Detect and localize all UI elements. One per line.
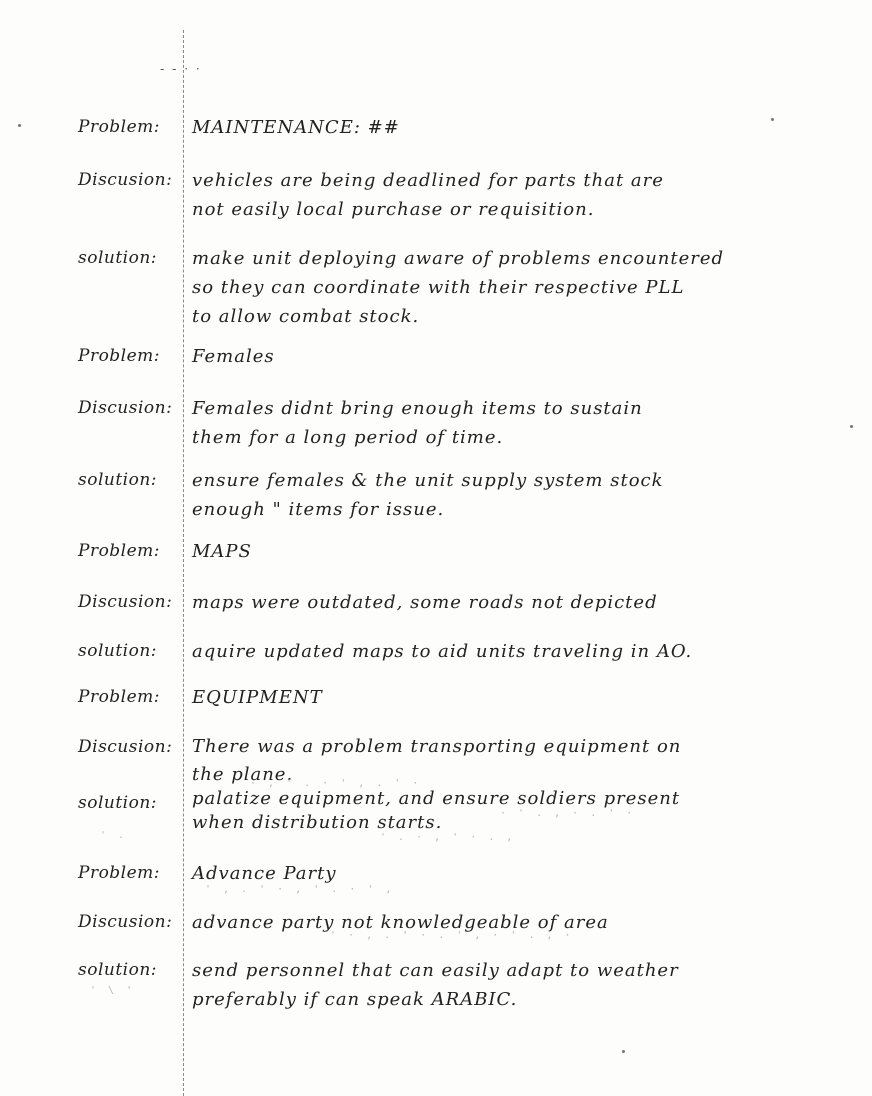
discussion-text — [192, 394, 832, 452]
scan-noise: · , ' . · ' , . ' · — [250, 778, 422, 789]
text-line: palatize equipment, and ensure soldiers present — [192, 788, 681, 809]
solution-text — [192, 637, 832, 666]
discussion-label: Discusion: — [78, 737, 173, 757]
text-line: them for a long period of time. — [192, 427, 504, 448]
problem-text — [192, 113, 832, 142]
solution-label: solution: — [78, 470, 158, 490]
problem-label: Problem: — [78, 541, 161, 561]
scan-noise: · ' . , · . ' · — [500, 808, 636, 819]
solution-label: solution: — [78, 793, 158, 813]
scan-dot — [850, 425, 853, 428]
solution-text — [192, 466, 832, 524]
text-line: MAINTENANCE: ## — [192, 117, 400, 138]
text-line: enough " items for issue. — [192, 499, 445, 520]
text-line: MAPS — [192, 541, 252, 562]
scan-noise: ' . — [100, 830, 128, 841]
solution-label: solution: — [78, 960, 158, 980]
text-line: Advance Party — [192, 863, 337, 884]
top-mark: - - · · — [160, 62, 202, 76]
solution-label: solution: — [78, 641, 158, 661]
discussion-text — [192, 588, 832, 617]
text-line: not easily local purchase or requisition. — [192, 199, 595, 220]
problem-text — [192, 537, 832, 566]
scan-dot — [771, 118, 774, 121]
scan-noise: ' . · , ' · . , — [380, 832, 516, 843]
discussion-label: Discusion: — [78, 912, 173, 932]
problem-label: Problem: — [78, 117, 161, 137]
text-line: so they can coordinate with their respective PLL — [192, 277, 685, 298]
discussion-text — [192, 166, 832, 224]
text-line: There was a problem transporting equipment on — [192, 736, 682, 757]
text-line: vehicles are being deadlined for parts that are — [192, 170, 664, 191]
discussion-label: Discusion: — [78, 170, 173, 190]
text-line: Females — [192, 346, 275, 367]
solution-text — [192, 244, 832, 331]
text-line: make unit deploying aware of problems encountered — [192, 248, 725, 269]
text-line: Females didnt bring enough items to sustain — [192, 398, 643, 419]
problem-label: Problem: — [78, 863, 161, 883]
scan-noise: ' , . ' · , ' . · ' , — [205, 884, 395, 895]
text-line: aquire updated maps to aid units traveling in AO. — [192, 641, 693, 662]
text-line: when distribution starts. — [192, 812, 443, 833]
scan-dot — [622, 1050, 625, 1053]
solution-label: solution: — [78, 248, 158, 268]
solution-text — [192, 956, 832, 1014]
text-line: EQUIPMENT — [192, 687, 323, 708]
problem-label: Problem: — [78, 687, 161, 707]
text-line: maps were outdated, some roads not depicted — [192, 592, 658, 613]
problem-label: Problem: — [78, 346, 161, 366]
text-line: to allow combat stock. — [192, 306, 420, 327]
scan-noise: ' \ ' — [90, 985, 136, 996]
text-line: the plane. — [192, 764, 294, 785]
scan-noise: ' · , . ' · . ' , · ' . , · — [330, 930, 574, 941]
text-line: ensure females & the unit supply system stock — [192, 470, 664, 491]
problem-text — [192, 342, 832, 371]
problem-text — [192, 683, 832, 712]
text-line: advance party not knowledgeable of area — [192, 912, 609, 933]
text-line: preferably if can speak ARABIC. — [192, 989, 518, 1010]
discussion-label: Discusion: — [78, 398, 173, 418]
text-line: send personnel that can easily adapt to weather — [192, 960, 679, 981]
discussion-label: Discusion: — [78, 592, 173, 612]
scan-dot — [18, 124, 21, 127]
